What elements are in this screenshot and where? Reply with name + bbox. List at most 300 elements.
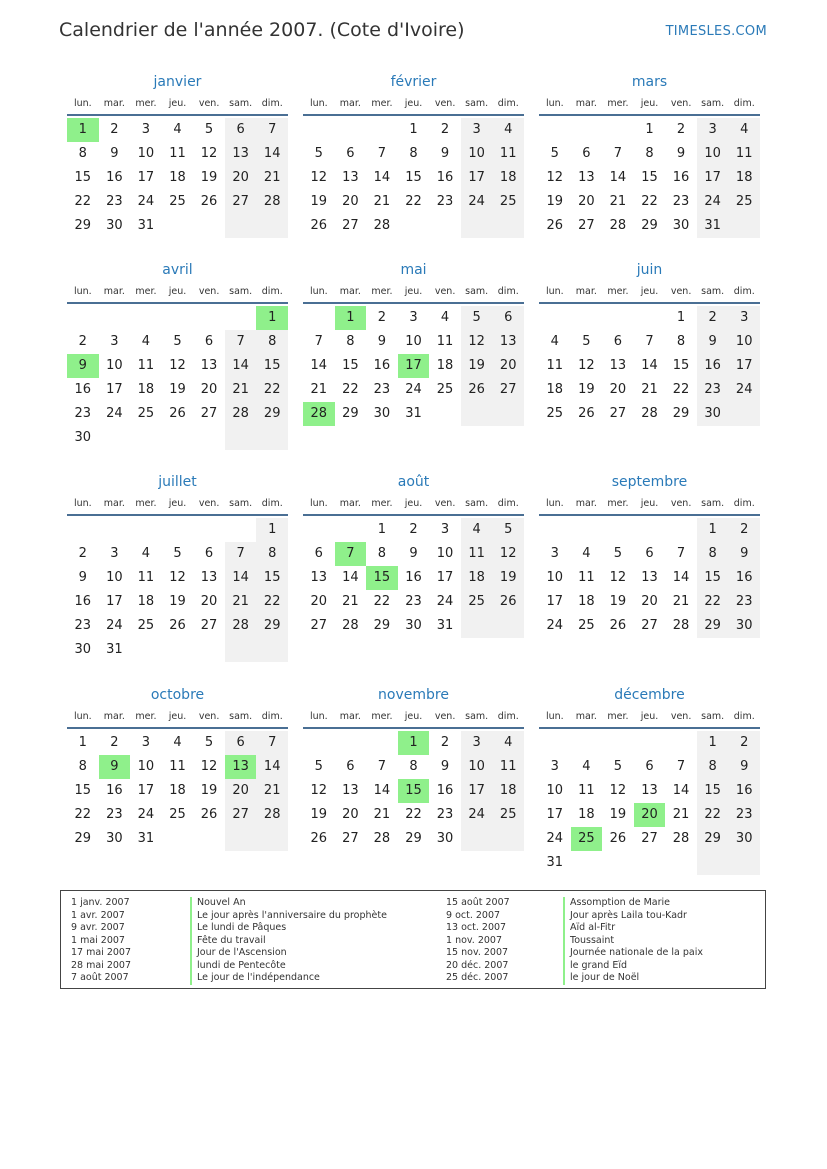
holiday-day-cell: 1 — [398, 731, 430, 755]
day-cell: 5 — [314, 759, 323, 774]
empty-day-cell — [162, 214, 194, 238]
day-cell: 12 — [609, 783, 627, 798]
day-cell: 9 — [409, 546, 418, 561]
day-cell: 24 — [405, 382, 422, 397]
weekday-label: sam. — [465, 711, 489, 722]
weekday-label: ven. — [198, 286, 220, 297]
holiday-name: Jour de l'Ascension — [190, 947, 387, 960]
empty-day-cell — [665, 518, 697, 542]
holiday-name: Jour après Laila tou-Kadr — [563, 910, 703, 923]
day-cell: 27 — [641, 831, 658, 846]
holiday-day-cell: 25 — [571, 827, 603, 851]
day-cell: 24 — [106, 406, 123, 421]
day-cell: 27 — [492, 378, 524, 402]
weekday-label: mar. — [103, 711, 125, 722]
day-cell: 9 — [78, 570, 87, 585]
day-cell: 4 — [550, 334, 559, 349]
day-cell: 2 — [440, 122, 450, 137]
day-cell: 25 — [137, 406, 155, 421]
day-cell: 7 — [676, 546, 686, 561]
day-cell: 31 — [106, 642, 123, 657]
empty-day-cell — [130, 306, 162, 330]
empty-day-cell — [539, 306, 571, 330]
weekday-label: jeu. — [168, 498, 187, 509]
day-cell: 1 — [377, 522, 387, 537]
day-cell: 26 — [492, 590, 524, 614]
day-cell: 2 — [110, 122, 119, 137]
empty-day-cell — [602, 118, 634, 142]
day-cell: 5 — [582, 334, 591, 349]
day-cell: 3 — [728, 306, 760, 330]
weekday-label: mer. — [607, 98, 629, 109]
day-cell: 26 — [546, 218, 564, 233]
day-cell: 25 — [546, 406, 564, 421]
day-cell: 1 — [676, 310, 686, 325]
empty-day-cell — [429, 214, 461, 238]
day-cell: 31 — [436, 618, 454, 633]
day-cell: 27 — [200, 618, 218, 633]
day-cell: 4 — [141, 334, 151, 349]
day-cell: 25 — [169, 194, 186, 209]
holiday-legend — [60, 890, 766, 989]
holiday-day-cell: 13 — [225, 755, 257, 779]
day-cell: 3 — [461, 731, 493, 755]
empty-day-cell — [697, 851, 729, 875]
month-name: août — [397, 474, 430, 490]
empty-day-cell — [335, 518, 367, 542]
day-cell: 3 — [141, 735, 151, 750]
day-cell: 6 — [582, 146, 591, 161]
day-cell: 23 — [436, 807, 454, 822]
day-cell: 4 — [492, 731, 524, 755]
day-cell: 12 — [609, 570, 627, 585]
weekday-label: mer. — [371, 711, 393, 722]
day-cell: 23 — [373, 382, 391, 397]
day-cell: 21 — [225, 378, 257, 402]
day-cell: 18 — [137, 594, 155, 609]
holiday-date: 9 oct. 2007 — [446, 909, 501, 921]
day-cell: 4 — [141, 546, 151, 561]
day-cell: 2 — [78, 546, 87, 561]
day-cell: 29 — [256, 402, 288, 426]
empty-day-cell — [256, 827, 288, 851]
weekday-label: mar. — [103, 98, 125, 109]
month-4 — [67, 256, 288, 450]
day-cell: 30 — [436, 831, 454, 846]
day-cell: 28 — [373, 218, 391, 233]
weekday-label: dim. — [733, 98, 755, 109]
day-cell: 21 — [373, 194, 391, 209]
day-cell: 24 — [546, 618, 564, 633]
weekday-label: dim. — [497, 286, 519, 297]
day-cell: 26 — [461, 378, 493, 402]
weekday-label: mer. — [607, 286, 629, 297]
day-cell: 13 — [492, 330, 524, 354]
weekday-header — [303, 284, 524, 304]
day-cell: 13 — [310, 570, 328, 585]
day-cell: 8 — [78, 759, 87, 774]
day-cell: 5 — [173, 334, 182, 349]
day-cell: 20 — [342, 194, 359, 209]
month-7 — [67, 468, 288, 662]
day-cell: 8 — [256, 542, 288, 566]
weekday-label: dim. — [733, 711, 755, 722]
holiday-name: Aïd al-Fitr — [563, 922, 703, 935]
month-6 — [539, 256, 760, 426]
empty-day-cell — [492, 827, 524, 851]
day-cell: 25 — [492, 190, 524, 214]
day-cell: 23 — [697, 378, 729, 402]
day-cell: 3 — [110, 546, 119, 561]
day-cell: 18 — [728, 166, 760, 190]
day-cell: 26 — [609, 618, 627, 633]
weekday-label: dim. — [261, 711, 283, 722]
day-cell: 17 — [728, 354, 760, 378]
holiday-day-cell: 28 — [303, 402, 335, 426]
empty-day-cell — [67, 306, 99, 330]
day-cell: 12 — [310, 783, 328, 798]
month-name: septembre — [611, 474, 688, 490]
day-cell: 17 — [546, 807, 564, 822]
weekday-label: sam. — [701, 286, 725, 297]
holiday-day-cell: 15 — [366, 566, 398, 590]
day-cell: 10 — [137, 146, 155, 161]
site-brand-link[interactable]: TIMESLES.COM — [665, 24, 767, 39]
legend-dates-left — [71, 897, 131, 985]
day-cell: 29 — [405, 831, 422, 846]
day-cell: 8 — [78, 146, 87, 161]
day-grid — [67, 116, 288, 238]
month-name: janvier — [153, 74, 202, 90]
day-cell: 16 — [436, 170, 454, 185]
day-cell: 15 — [405, 170, 422, 185]
day-cell: 22 — [405, 807, 422, 822]
weekday-label: lun. — [545, 286, 564, 297]
day-cell: 28 — [225, 614, 257, 638]
day-cell: 8 — [409, 759, 418, 774]
holiday-date: 13 oct. 2007 — [446, 922, 507, 933]
empty-day-cell — [303, 731, 335, 755]
day-cell: 20 — [200, 594, 218, 609]
day-cell: 4 — [582, 759, 591, 774]
day-cell: 26 — [578, 406, 595, 421]
day-cell: 13 — [578, 170, 595, 185]
weekday-label: jeu. — [404, 498, 423, 509]
weekday-label: jeu. — [404, 286, 423, 297]
weekday-label: dim. — [733, 286, 755, 297]
day-cell: 23 — [74, 618, 92, 633]
empty-day-cell — [335, 118, 367, 142]
weekday-label: ven. — [670, 286, 692, 297]
weekday-label: sam. — [465, 498, 489, 509]
holiday-name: Journée nationale de la paix — [563, 947, 703, 960]
weekday-label: jeu. — [168, 711, 187, 722]
day-cell: 16 — [405, 570, 422, 585]
day-cell: 5 — [550, 146, 559, 161]
day-cell: 13 — [342, 170, 359, 185]
day-cell: 2 — [409, 522, 418, 537]
day-cell: 21 — [256, 166, 288, 190]
weekday-label: sam. — [229, 498, 253, 509]
weekday-label: dim. — [733, 498, 755, 509]
day-cell: 1 — [645, 122, 654, 137]
day-cell: 19 — [310, 807, 328, 822]
day-cell: 12 — [169, 570, 186, 585]
empty-day-cell — [571, 306, 603, 330]
day-cell: 15 — [74, 170, 92, 185]
empty-day-cell — [256, 214, 288, 238]
day-cell: 31 — [405, 406, 422, 421]
empty-day-cell — [303, 118, 335, 142]
weekday-label: ven. — [198, 98, 220, 109]
holiday-date: 28 mai 2007 — [71, 959, 132, 971]
day-cell: 22 — [373, 594, 391, 609]
day-cell: 15 — [74, 783, 92, 798]
day-cell: 6 — [645, 759, 654, 774]
day-grid — [303, 729, 524, 851]
day-cell: 8 — [697, 755, 729, 779]
day-cell: 14 — [373, 170, 391, 185]
day-cell: 11 — [137, 570, 155, 585]
day-cell: 15 — [672, 358, 690, 373]
empty-day-cell — [193, 306, 225, 330]
day-cell: 19 — [609, 594, 627, 609]
empty-day-cell — [429, 402, 461, 426]
day-cell: 3 — [440, 522, 450, 537]
day-cell: 7 — [613, 146, 623, 161]
legend-names-left — [190, 897, 387, 985]
weekday-header — [67, 96, 288, 116]
weekday-label: sam. — [229, 286, 253, 297]
day-cell: 21 — [641, 382, 658, 397]
day-cell: 12 — [310, 170, 328, 185]
empty-day-cell — [99, 518, 131, 542]
day-cell: 10 — [546, 570, 564, 585]
empty-day-cell — [67, 518, 99, 542]
day-cell: 28 — [256, 190, 288, 214]
holiday-day-cell: 17 — [398, 354, 430, 378]
holiday-name: le jour de Noël — [563, 972, 703, 985]
day-cell: 23 — [728, 803, 760, 827]
holiday-date: 17 mai 2007 — [71, 947, 132, 958]
day-cell: 2 — [728, 731, 760, 755]
holiday-day-cell: 1 — [256, 306, 288, 330]
day-cell: 28 — [609, 218, 627, 233]
month-name: octobre — [150, 687, 205, 703]
day-cell: 11 — [728, 142, 760, 166]
day-cell: 18 — [578, 807, 595, 822]
day-cell: 28 — [225, 402, 257, 426]
weekday-label: mar. — [103, 286, 125, 297]
weekday-label: mer. — [607, 498, 629, 509]
weekday-label: sam. — [465, 286, 489, 297]
weekday-header — [539, 284, 760, 304]
holiday-day-cell: 1 — [67, 118, 99, 142]
empty-day-cell — [539, 518, 571, 542]
empty-day-cell — [571, 118, 603, 142]
weekday-label: mar. — [103, 498, 125, 509]
month-name: décembre — [614, 687, 685, 703]
day-cell: 24 — [461, 803, 493, 827]
month-10 — [67, 681, 288, 851]
empty-day-cell — [634, 851, 666, 875]
day-cell: 29 — [641, 218, 658, 233]
day-cell: 4 — [582, 546, 591, 561]
weekday-label: jeu. — [640, 498, 659, 509]
day-cell: 1 — [256, 518, 288, 542]
day-cell: 2 — [78, 334, 87, 349]
day-cell: 19 — [200, 783, 218, 798]
weekday-label: dim. — [261, 498, 283, 509]
day-cell: 3 — [550, 546, 559, 561]
empty-day-cell — [225, 518, 257, 542]
day-cell: 28 — [641, 406, 658, 421]
empty-day-cell — [162, 518, 194, 542]
day-cell: 2 — [440, 735, 450, 750]
empty-day-cell — [335, 731, 367, 755]
day-grid — [303, 516, 524, 638]
month-5 — [303, 256, 524, 426]
empty-day-cell — [665, 851, 697, 875]
day-cell: 8 — [409, 146, 418, 161]
day-cell: 18 — [169, 170, 186, 185]
day-cell: 13 — [641, 783, 658, 798]
day-cell: 11 — [436, 334, 454, 349]
day-cell: 7 — [256, 731, 288, 755]
day-cell: 10 — [405, 334, 422, 349]
day-cell: 20 — [578, 194, 595, 209]
day-cell: 14 — [342, 570, 359, 585]
day-cell: 8 — [346, 334, 355, 349]
day-cell: 16 — [697, 354, 729, 378]
day-cell: 12 — [461, 330, 493, 354]
day-cell: 29 — [74, 218, 92, 233]
day-cell: 19 — [578, 382, 595, 397]
day-cell: 20 — [200, 382, 218, 397]
day-cell: 21 — [609, 194, 627, 209]
day-grid — [539, 729, 760, 875]
empty-day-cell — [130, 518, 162, 542]
day-cell: 22 — [74, 807, 92, 822]
empty-day-cell — [225, 827, 257, 851]
day-cell: 1 — [697, 731, 729, 755]
day-cell: 30 — [728, 614, 760, 638]
empty-day-cell — [99, 426, 131, 450]
day-cell: 2 — [676, 122, 686, 137]
day-cell: 27 — [200, 406, 218, 421]
day-cell: 5 — [461, 306, 493, 330]
day-cell: 23 — [436, 194, 454, 209]
month-name: juillet — [158, 474, 197, 490]
day-cell: 27 — [609, 406, 627, 421]
day-cell: 30 — [74, 430, 92, 445]
day-cell: 11 — [169, 759, 186, 774]
empty-day-cell — [634, 306, 666, 330]
empty-day-cell — [539, 731, 571, 755]
empty-day-cell — [193, 518, 225, 542]
empty-day-cell — [162, 426, 194, 450]
day-cell: 4 — [728, 118, 760, 142]
day-cell: 10 — [106, 570, 123, 585]
weekday-label: lun. — [73, 286, 92, 297]
day-cell: 4 — [461, 518, 493, 542]
holiday-date: 1 avr. 2007 — [71, 909, 125, 921]
weekday-label: mer. — [135, 711, 157, 722]
day-cell: 15 — [641, 170, 658, 185]
legend-dates-right — [446, 897, 510, 985]
day-cell: 29 — [697, 614, 729, 638]
day-cell: 5 — [204, 122, 214, 137]
day-cell: 27 — [342, 831, 359, 846]
month-name: mai — [400, 262, 427, 278]
weekday-label: ven. — [670, 498, 692, 509]
day-cell: 27 — [578, 218, 595, 233]
holiday-date: 9 avr. 2007 — [71, 922, 125, 933]
day-cell: 8 — [377, 546, 387, 561]
day-cell: 26 — [609, 831, 627, 846]
empty-day-cell — [366, 731, 398, 755]
day-cell: 19 — [492, 566, 524, 590]
weekday-label: sam. — [701, 498, 725, 509]
empty-day-cell — [492, 614, 524, 638]
day-cell: 12 — [169, 358, 186, 373]
day-cell: 18 — [546, 382, 564, 397]
empty-day-cell — [130, 426, 162, 450]
holiday-day-cell: 7 — [335, 542, 367, 566]
day-cell: 19 — [200, 170, 218, 185]
day-cell: 2 — [110, 735, 119, 750]
weekday-label: jeu. — [640, 98, 659, 109]
empty-day-cell — [665, 731, 697, 755]
day-cell: 7 — [225, 330, 257, 354]
month-1 — [67, 68, 288, 238]
holiday-name: le grand Eïd — [563, 960, 703, 973]
weekday-label: mer. — [135, 286, 157, 297]
month-11 — [303, 681, 524, 851]
weekday-label: sam. — [229, 98, 253, 109]
day-cell: 12 — [200, 759, 218, 774]
page-title: Calendrier de l'année 2007. (Cote d'Ivoire) — [59, 19, 465, 41]
empty-day-cell — [728, 214, 760, 238]
day-cell: 17 — [461, 166, 493, 190]
day-cell: 24 — [697, 190, 729, 214]
weekday-label: ven. — [434, 98, 456, 109]
day-cell: 14 — [225, 354, 257, 378]
day-cell: 6 — [346, 759, 355, 774]
day-cell: 21 — [256, 779, 288, 803]
day-cell: 25 — [461, 590, 493, 614]
holiday-name: Assomption de Marie — [563, 897, 703, 910]
day-cell: 5 — [613, 546, 623, 561]
day-cell: 19 — [609, 807, 627, 822]
day-cell: 24 — [728, 378, 760, 402]
day-cell: 15 — [697, 566, 729, 590]
weekday-label: mar. — [339, 98, 361, 109]
holiday-day-cell: 9 — [67, 354, 99, 378]
day-cell: 23 — [106, 194, 123, 209]
weekday-label: ven. — [670, 98, 692, 109]
day-cell: 16 — [106, 783, 123, 798]
weekday-label: jeu. — [640, 286, 659, 297]
day-cell: 12 — [546, 170, 564, 185]
weekday-label: ven. — [198, 498, 220, 509]
day-cell: 19 — [169, 594, 186, 609]
day-cell: 20 — [492, 354, 524, 378]
weekday-label: sam. — [229, 711, 253, 722]
holiday-name: Le jour de l'indépendance — [190, 972, 387, 985]
weekday-header — [67, 709, 288, 729]
weekday-label: jeu. — [168, 98, 187, 109]
